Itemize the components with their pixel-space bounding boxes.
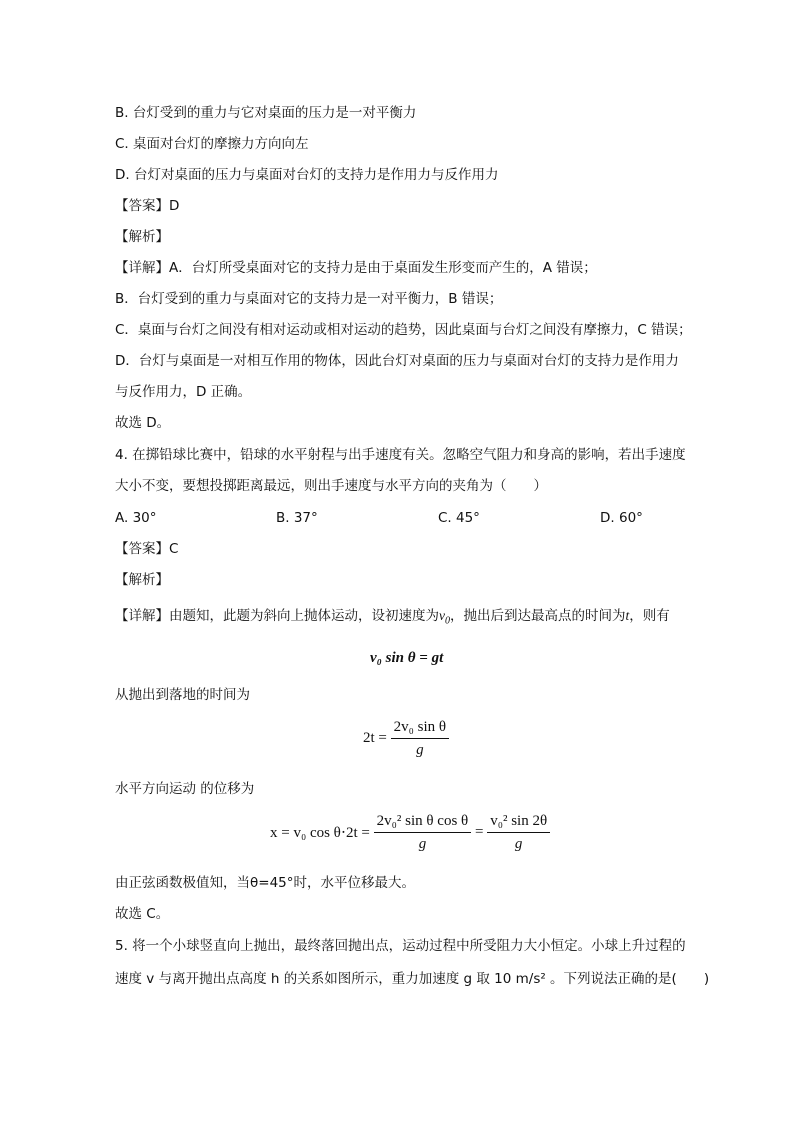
q4-conclusion: 故选 C。 bbox=[115, 906, 170, 922]
q4-stem-line1: 4. 在掷铅球比赛中，铅球的水平射程与出手速度有关。忽略空气阻力和身高的影响，若出手速度 bbox=[115, 447, 686, 463]
q3-conclusion: 故选 D。 bbox=[115, 415, 171, 431]
t-symbol: t bbox=[625, 608, 630, 623]
q3-detail-a: 【详解】A．台灯所受桌面对它的支持力是由于桌面发生形变而产生的，A 错误； bbox=[115, 260, 597, 276]
q4-text-time: 从抛出到落地的时间为 bbox=[115, 687, 250, 703]
q3-option-c: C. 桌面对台灯的摩擦力方向向左 bbox=[115, 136, 309, 152]
q4-option-c: C. 45° bbox=[438, 510, 480, 526]
q4-analysis-heading: 【解析】 bbox=[115, 572, 169, 588]
q5-stem-line2: 速度 v 与离开抛出点高度 h 的关系如图所示，重力加速度 g 取 10 m/s² 。下列说法正确的是( ) bbox=[115, 971, 710, 987]
formula-3: x = v₀ cos θ⋅2t = $\frac{\text{2v₀² sin θ cos θ}}{g}$ = $\frac{\text{v₀² sin 2θ}}{g}$ bbox=[270, 812, 550, 853]
q4-option-b: B. 37° bbox=[276, 510, 318, 526]
q4-answer: 【答案】C bbox=[115, 541, 179, 557]
q4-text-displacement: 水平方向运动 的位移为 bbox=[115, 781, 255, 797]
formula-3-fraction-2: $\frac{\text{v₀² sin 2θ}}{g}$ bbox=[487, 812, 550, 853]
q3-answer: 【答案】D bbox=[115, 198, 180, 214]
formula-2-fraction: $\frac{\text{2v₀ sin θ}}{g}$ bbox=[391, 718, 449, 759]
v0-symbol: $v_0$ bbox=[439, 608, 450, 627]
q4-stem-line2: 大小不变，要想投掷距离最远，则出手速度与水平方向的夹角为（ ） bbox=[115, 478, 547, 494]
q4-detail-intro: 【详解】由题知，此题为斜向上抛体运动，设初速度为$v_0$，抛出后到达最高点的时间为t，则有 bbox=[115, 608, 670, 627]
formula-1: v₀ sin θ = gt bbox=[370, 650, 444, 666]
q3-option-b: B. 台灯受到的重力与它对桌面的压力是一对平衡力 bbox=[115, 105, 417, 121]
q3-detail-d-line2: 与反作用力，D 正确。 bbox=[115, 384, 252, 400]
q4-text-max: 由正弦函数极值知，当θ=45°时，水平位移最大。 bbox=[115, 875, 415, 891]
formula-2: 2t = $\frac{\text{2v₀ sin θ}}{g}$ bbox=[363, 718, 449, 759]
q3-option-d: D. 台灯对桌面的压力与桌面对台灯的支持力是作用力与反作用力 bbox=[115, 167, 499, 183]
q3-analysis-heading: 【解析】 bbox=[115, 229, 169, 245]
q3-detail-b: B．台灯受到的重力与桌面对它的支持力是一对平衡力，B 错误； bbox=[115, 291, 503, 307]
q4-option-a: A. 30° bbox=[115, 510, 157, 526]
q3-detail-c: C．桌面与台灯之间没有相对运动或相对运动的趋势，因此桌面与台灯之间没有摩擦力，C 错误； bbox=[115, 322, 692, 338]
formula-3-fraction-1: $\frac{\text{2v₀² sin θ cos θ}}{g}$ bbox=[374, 812, 472, 853]
q4-option-d: D. 60° bbox=[600, 510, 643, 526]
q3-detail-d-line1: D．台灯与桌面是一对相互作用的物体，因此台灯对桌面的压力与桌面对台灯的支持力是作用力 bbox=[115, 353, 679, 369]
q4-options bbox=[0, 509, 794, 529]
q5-stem-line1: 5. 将一个小球竖直向上抛出，最终落回抛出点，运动过程中所受阻力大小恒定。小球上升过程的 bbox=[115, 938, 686, 954]
